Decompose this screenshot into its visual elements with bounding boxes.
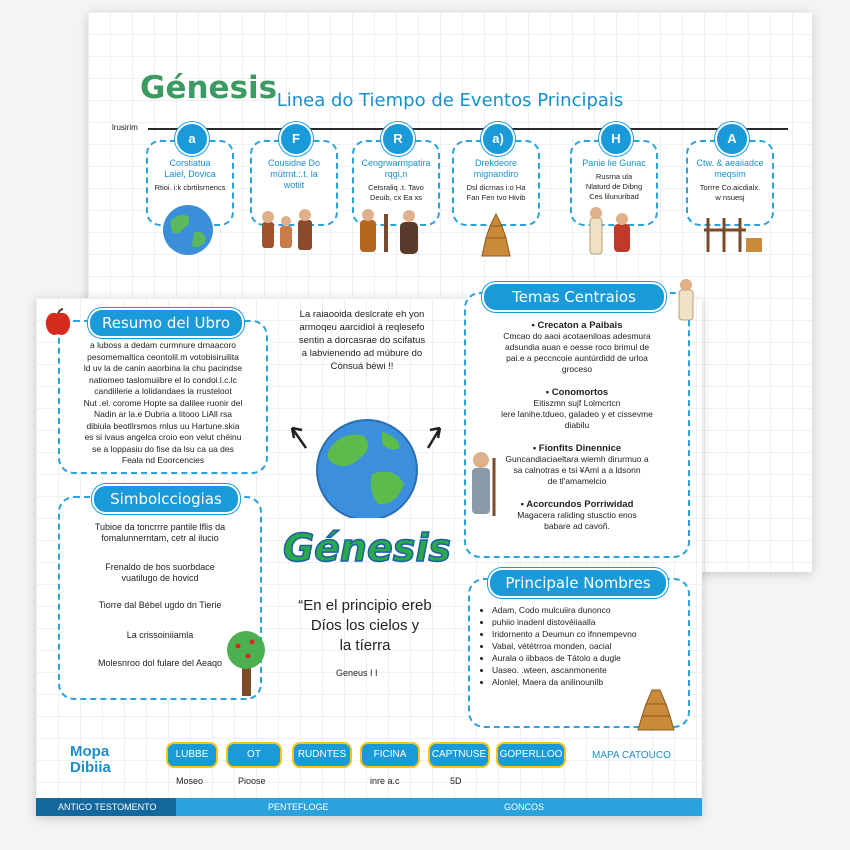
temas-heading: Temas Centraios [482,282,666,312]
tab-ot[interactable]: OT [226,742,282,768]
bottom-bar-section[interactable]: PENTEFLOGE [268,802,329,812]
name-item: • Alonlel, Maera da anilinounilb [492,676,688,688]
timeline-title: Linea do Tiempo de Eventos Principais [276,90,624,111]
symbol-item: Tiorre dal Bébel ugdo dn Tierie [98,600,222,610]
tab-lubbe[interactable]: LUBBE [166,742,218,768]
bottom-bar-section[interactable]: ANTICO TESTOMENTO [36,798,176,816]
tree-illustration [224,628,268,698]
simbologias-heading: Simbolcciogias [92,484,240,514]
event-desc: Cetsraliq .t. Tavo Deuib, cx Ea xs [368,183,424,202]
event-desc: Dsl dicrnas i:o Ha Fan Fen tvo Hivib [466,183,526,202]
tab-ficina[interactable]: FICINA [360,742,420,768]
center-title: Génesis [282,526,452,570]
event-badge: F [279,122,313,156]
apple-icon [44,308,72,338]
intro-text: La raiaooida deslcrate eh yon armoqeu aarcidiol à reqlesefo sentin a dorcasrae do scifatus a labvienendo ad múbure do Cònsuá béwi !! [298,309,426,372]
name-item: • Aurala o iibbaos de Tátolo a dugle [492,652,688,664]
globe-illustration [282,408,452,518]
theme-heading: • Fionfits Dinennice [532,443,622,454]
event-label: Cengrwarmpatira rqgi,n [361,158,431,179]
resumo-text: a luboss a dedam curmnure drnaacoro pesomemaltica ceontolil.m votobisiruilita ld uv la de canin aaorbina la chu pacindse natiomeo taslomuiibre el lo condoi.l.c.lc candiilerie a lolidandaes la rrusteloot Nut .el. corome Hopte sa dalilee ruonir del Nadin ar la.e Dubria a litooo LiAll rsa dibiula beotllrsmos rnlus uu Hartune.skia es si ivaus angelca croio eon velut chéinu se a loppasiu do fise da lsu ca ua des Feala nd Eoorcencies [83,340,243,465]
resumo-panel [58,320,268,474]
event-label: Panie lie Gunac [582,158,646,168]
event-badge: A [715,122,749,156]
name-item: • Adam, Codo mulcuiira dunonco [492,604,688,616]
event-badge: a) [481,122,515,156]
theme-text: Eitiszmn sujf Lolmcrtcn lere lanihe.tdueo, galadeo y et cissevme diabilu [501,398,653,430]
event-label: Drekdeore mignandiro [473,158,519,179]
genesis-quote: “En el principio ereb Díos los cielos y la tíerra [298,597,432,654]
timeline-start-label: lrusirim [112,123,138,132]
theme-text: Magacera raliding stusctio enos babare ad cavoñ. [517,510,637,531]
resumo-heading: Resumo del Ubro [88,308,244,338]
symbol-item: La crissoiniiamla [126,630,194,640]
bottom-bar-section[interactable]: GONCOS [504,802,545,812]
tab-caption: Pioose [238,776,266,786]
theme-heading: • Acorcundos Porriwidad [520,499,634,510]
symbol-item: Tubioe da toncrrre pantile lflis da fomalunnerntam, cetr al ilucio [94,522,226,543]
scaffold-illustration [702,210,766,254]
symbol-item: Frenaldo de bos suorbdace vuatilugo de hovicd [105,562,215,583]
footer-right-label: MAPA CATOUCO [592,750,671,761]
timeline-line [148,128,788,130]
event-label: Corstiatua Laiel, Dovica [164,158,216,179]
tab-captnuse[interactable]: CAPTNUSE [428,742,490,768]
quote-citation: Geneus I I [336,668,378,678]
theme-heading: • Crecaton a Paibais [531,320,623,331]
symbol-item: Molesnroo dol fulare del Aeaqo [97,658,223,668]
patriarch-figure-icon [464,450,500,520]
tab-caption: inre a.c [370,776,400,786]
people-illustration [258,208,328,256]
prophet-figure-icon [674,278,698,322]
theme-text: Guncandiaciaeltara wiemh dirurmuo a sa calnotras e tsi ¥Aml a a ldsonn de tl'amamelcio [505,454,649,486]
event-badge: H [599,122,633,156]
name-item: • Uaseo. .wteen, ascanmonente [492,664,688,676]
event-label: Ctw. & aeaiiadce meqsim [696,158,764,179]
main-sheet [36,288,702,816]
tower-of-babel-icon [634,678,678,732]
tab-caption: 5D [450,776,462,786]
robed-figures-illustration [584,204,644,258]
name-item: • Iridornento a Deumun co ifnnempevno [492,628,688,640]
name-item: • puhiio inadenl distovéiiaalla [492,616,688,628]
bottom-bar [36,798,702,816]
earth-illustration [160,202,216,258]
figures-illustration [354,206,434,258]
name-item: • Vabal, vététrroa monden, oacial [492,640,688,652]
back-title: Génesis [140,70,278,106]
event-desc: Rusrna ula Nlaturd de Dibng Ces lilunuribad [585,172,643,201]
tab-goperlloo[interactable]: GOPERLLOO [496,742,566,768]
tab-caption: Moseo [176,776,204,786]
event-badge: a [175,122,209,156]
theme-heading: • Conomortos [545,387,609,398]
tab-rudntes[interactable]: RUDNTES [292,742,352,768]
nombres-heading: Principale Nombres [488,568,668,598]
event-desc: Rtioi. i:k cbrtilsrnencs [154,183,226,192]
event-desc: Torrre Co.aicdialx. w nsuesj [699,183,761,202]
event-badge: R [381,122,415,156]
footer-brand: Mopa Dibiia [70,743,111,776]
tower-illustration [476,208,516,258]
theme-text: Cmcao do aaoi acotaeniloas adesmura adsundia auan e oesse roco brimul de pai.e a peccncoie auntúrdidd de urloa groceso [503,331,651,374]
event-label: Cousidne Do mütrnt.:.t. la wotiit [267,158,321,190]
